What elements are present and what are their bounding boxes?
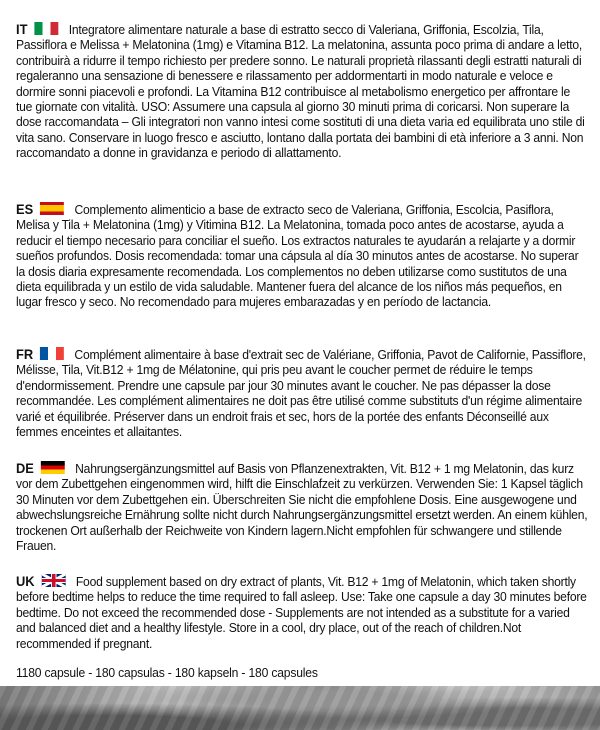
section-de xyxy=(16,461,588,553)
section-uk xyxy=(16,574,588,651)
language-code-uk: UK xyxy=(16,573,35,589)
section-it-text: Integratore alimentare naturale a base di estratto secco di Valeriana, Griffonia, Escolzia, Tila, Passiflora e Melissa + Melatonina (1mg) e Vitamina B12. La melatonina, assunta poco prima di andare a letto, contribuirà a ridurre il tempo richiesto per predere sonno. Le naturali proprietà rilassanti degli estratti naturali di regaleranno una sensazione di benessere e rilassamento per addormentarti in modo naturale e veloce e dormire sonni piacevoli e profondi. La Vitamina B12 contribuisce al metabolismo energetico per affrontare le tue giornate con vitalità. USO: Assumere una capsula al giorno 30 minuti prima di coricarsi. Non superare la dose raccomandata – Gli integratori non vanno intesi come sostituti di una dieta varia ed equilibrata uno stile di vita sano. Conservare in luogo fresco e asciutto, lontano dalla portata dei bambini di età inferiore a 3 anni. Non raccomandato a donne in gravidanza e periodo di allattamento. xyxy=(16,22,585,161)
section-es xyxy=(16,202,588,310)
france-flag-icon xyxy=(40,347,64,360)
italy-flag-icon xyxy=(34,22,58,35)
spain-flag-icon xyxy=(40,202,64,215)
capsule-count: 1180 capsule - 180 capsulas - 180 kapseln - 180 capsules xyxy=(16,665,318,680)
section-fr-text: Complément alimentaire à base d'extrait sec de Valériane, Griffonia, Pavot de Californie, Passiflore, Mélisse, Tila, Vit.B12 + 1mg de Mélatonine, qui pris peu avant le coucher permet de réduire le temps d'endormissement. Prendre une capsule par jour 30 minutes avant le coucher. Ne pas dépasser la dose recommandée. Les complément alimentaires ne doit pas être utilisé comme substituts d'un régime alimentaire varié et équilibrée. Préserver dans un endroit frais et sec, hors de la portée des enfants Déconseillé aux femmes enceintes et allaitantes. xyxy=(16,347,586,440)
section-fr xyxy=(16,347,588,439)
language-code-it: IT xyxy=(16,21,28,37)
language-code-de: DE xyxy=(16,460,34,476)
germany-flag-icon xyxy=(41,461,65,474)
section-de-text: Nahrungsergänzungsmittel auf Basis von Pflanzenextrakten, Vit. B12 + 1 mg Melatonin, das kurz vor dem Zubettgehen eingenommen wird, hilft die Einschlafzeit zu verkürzen. Verwenden Sie: 1 Kapsel täglich 30 Minuten vor dem Zubettgehen ein. Überschreiten Sie nicht die empfohlene Dosis. Eine ausgewogene und abwechslungsreiche Ernährung sollte nicht durch Nahrungsergänzungsmittel ersetzt werden. An einem kühlen, trockenen Ort außerhalb der Reichweite von Kindern lagern.Nicht empfohlen für schwangere und stillende Frauen. xyxy=(16,461,588,554)
background-photo-strip xyxy=(0,686,600,730)
section-it xyxy=(16,22,588,161)
section-uk-text: Food supplement based on dry extract of plants, Vit. B12 + 1mg of Melatonin, which taken shortly before bedtime helps to reduce the time required to fall asleep. Use: Take one capsule a day 30 minutes before bedtime. Do not exceed the recommended dose - Supplements are not intended as a substitute for a varied and balanced diet and a healthy lifestyle. Store in a cool, dry place, out of the reach of children.Not recommended if pregnant. xyxy=(16,574,587,651)
uk-flag-icon xyxy=(41,574,65,587)
section-es-text: Complemento alimenticio a base de extracto seco de Valeriana, Griffonia, Escolcia, Pasiflora, Melisa y Tila + Melatonina (1mg) y Vitimina B12. La Melatonina, tomada poco antes de acostarse, ayuda a reducir el tiempo necesario para conciliar el sueño. Los extractos naturales te ayudarán a relajarte y a dormir sueños profundos. Dosis recomendada: tomar una cápsula al día 30 minutos antes de acostarse. No superar la dosis diaria expresamente recomendada. Los complementos no deben utilizarse como sustitutos de una dieta equilibrada y un estilo de vida saludable. Mantener fuera del alcance de los niños más pequeños, en lugar fresco y seco. No recomendado para mujeres embarazadas y en período de lactancia. xyxy=(16,202,579,310)
language-code-fr: FR xyxy=(16,346,34,362)
language-code-es: ES xyxy=(16,201,34,217)
